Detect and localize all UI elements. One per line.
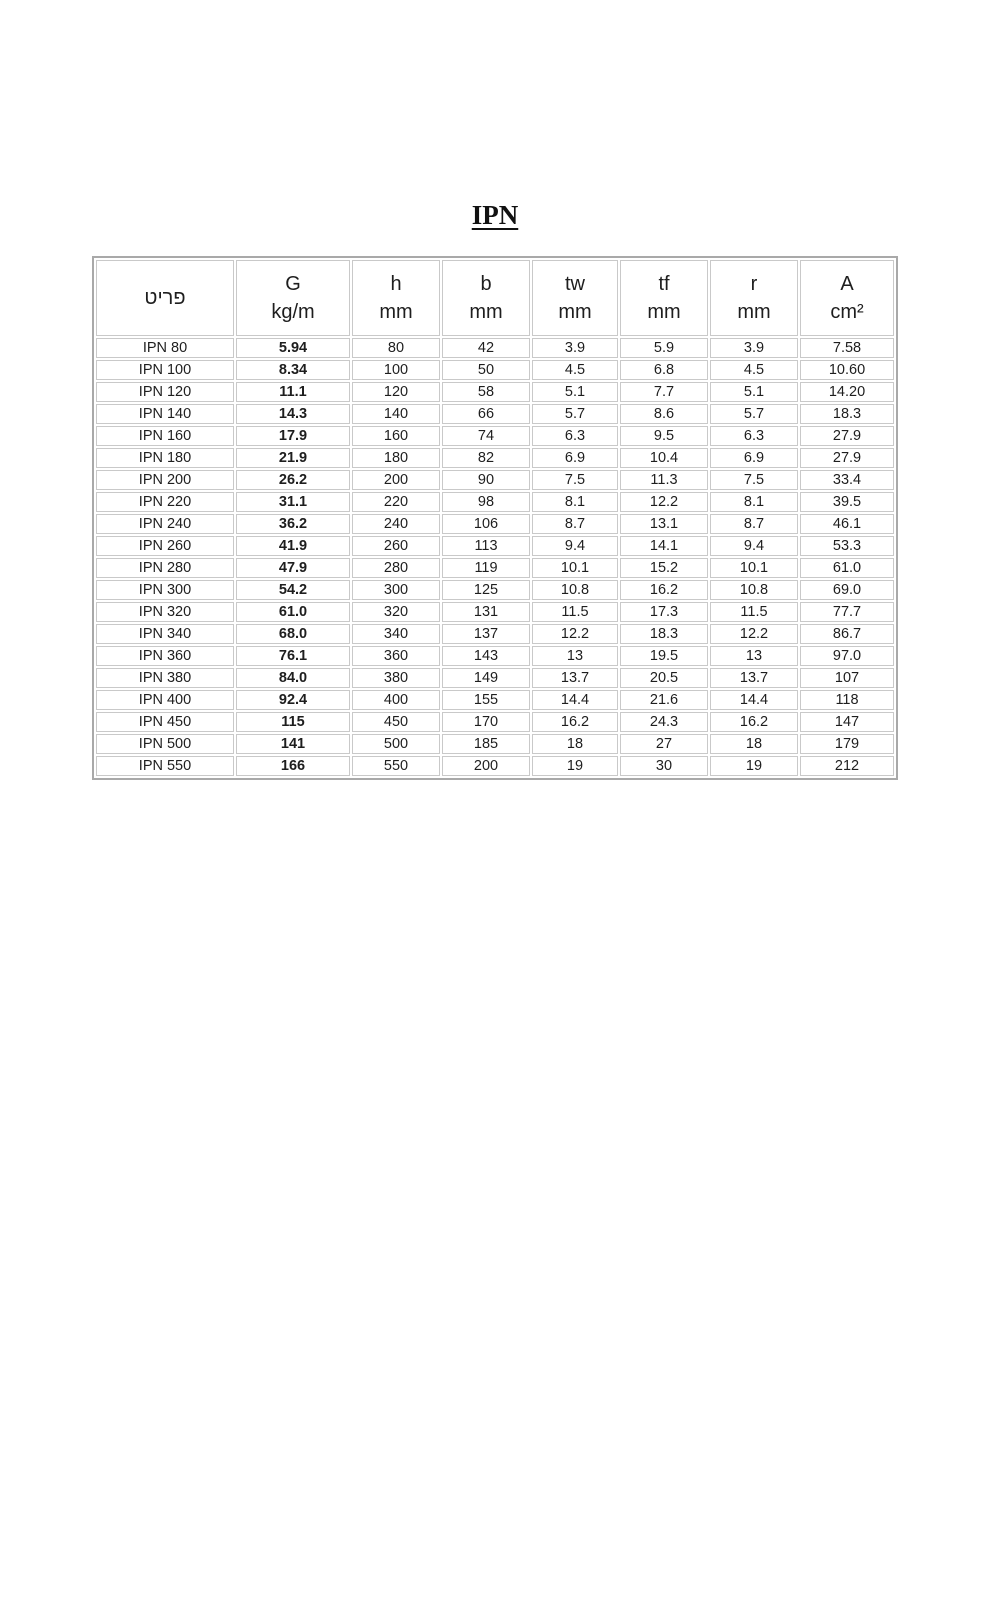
header-row xyxy=(96,260,894,336)
value-cell: 118 xyxy=(800,690,894,710)
value-cell: 61.0 xyxy=(800,558,894,578)
value-cell: 5.9 xyxy=(620,338,708,358)
value-cell: 10.60 xyxy=(800,360,894,380)
value-cell: 31.1 xyxy=(236,492,350,512)
value-cell: 19 xyxy=(532,756,618,776)
value-cell: 53.3 xyxy=(800,536,894,556)
page-title xyxy=(0,200,990,231)
table-row xyxy=(96,404,894,424)
value-cell: 69.0 xyxy=(800,580,894,600)
table-row xyxy=(96,470,894,490)
value-cell: 6.9 xyxy=(710,448,798,468)
value-cell: 41.9 xyxy=(236,536,350,556)
value-cell: 450 xyxy=(352,712,440,732)
profile-name-cell: IPN 500 xyxy=(96,734,234,754)
value-cell: 14.4 xyxy=(710,690,798,710)
value-cell: 8.1 xyxy=(532,492,618,512)
table-row xyxy=(96,712,894,732)
value-cell: 4.5 xyxy=(532,360,618,380)
value-cell: 61.0 xyxy=(236,602,350,622)
value-cell: 320 xyxy=(352,602,440,622)
column-header-g xyxy=(236,260,350,336)
value-cell: 13 xyxy=(532,646,618,666)
table-row xyxy=(96,426,894,446)
value-cell: 86.7 xyxy=(800,624,894,644)
value-cell: 107 xyxy=(800,668,894,688)
value-cell: 9.4 xyxy=(532,536,618,556)
value-cell: 4.5 xyxy=(710,360,798,380)
value-cell: 11.3 xyxy=(620,470,708,490)
table-row xyxy=(96,580,894,600)
value-cell: 12.2 xyxy=(710,624,798,644)
column-header-item xyxy=(96,260,234,336)
value-cell: 10.8 xyxy=(532,580,618,600)
profile-name-cell: IPN 450 xyxy=(96,712,234,732)
header-unit: mm xyxy=(469,301,503,323)
table-row xyxy=(96,734,894,754)
value-cell: 5.7 xyxy=(710,404,798,424)
value-cell: 185 xyxy=(442,734,530,754)
value-cell: 131 xyxy=(442,602,530,622)
value-cell: 21.9 xyxy=(236,448,350,468)
value-cell: 16.2 xyxy=(620,580,708,600)
value-cell: 141 xyxy=(236,734,350,754)
profile-name-cell: IPN 140 xyxy=(96,404,234,424)
value-cell: 13 xyxy=(710,646,798,666)
value-cell: 11.1 xyxy=(236,382,350,402)
value-cell: 82 xyxy=(442,448,530,468)
value-cell: 47.9 xyxy=(236,558,350,578)
value-cell: 8.1 xyxy=(710,492,798,512)
value-cell: 74 xyxy=(442,426,530,446)
table-row xyxy=(96,382,894,402)
value-cell: 220 xyxy=(352,492,440,512)
value-cell: 7.58 xyxy=(800,338,894,358)
value-cell: 115 xyxy=(236,712,350,732)
header-unit: mm xyxy=(647,301,681,323)
value-cell: 137 xyxy=(442,624,530,644)
value-cell: 140 xyxy=(352,404,440,424)
value-cell: 18 xyxy=(532,734,618,754)
value-cell: 27.9 xyxy=(800,448,894,468)
value-cell: 200 xyxy=(352,470,440,490)
header-symbol: h xyxy=(390,273,402,295)
value-cell: 119 xyxy=(442,558,530,578)
value-cell: 280 xyxy=(352,558,440,578)
value-cell: 143 xyxy=(442,646,530,666)
column-header-b xyxy=(442,260,530,336)
column-header-tw xyxy=(532,260,618,336)
value-cell: 106 xyxy=(442,514,530,534)
value-cell: 20.5 xyxy=(620,668,708,688)
value-cell: 160 xyxy=(352,426,440,446)
profile-name-cell: IPN 300 xyxy=(96,580,234,600)
value-cell: 10.4 xyxy=(620,448,708,468)
value-cell: 26.2 xyxy=(236,470,350,490)
table-row xyxy=(96,338,894,358)
value-cell: 340 xyxy=(352,624,440,644)
value-cell: 24.3 xyxy=(620,712,708,732)
profile-name-cell: IPN 280 xyxy=(96,558,234,578)
value-cell: 180 xyxy=(352,448,440,468)
value-cell: 58 xyxy=(442,382,530,402)
value-cell: 46.1 xyxy=(800,514,894,534)
value-cell: 11.5 xyxy=(532,602,618,622)
value-cell: 18.3 xyxy=(620,624,708,644)
profile-name-cell: IPN 380 xyxy=(96,668,234,688)
value-cell: 170 xyxy=(442,712,530,732)
value-cell: 5.7 xyxy=(532,404,618,424)
value-cell: 80 xyxy=(352,338,440,358)
value-cell: 39.5 xyxy=(800,492,894,512)
table-row xyxy=(96,514,894,534)
table-row xyxy=(96,602,894,622)
value-cell: 13.7 xyxy=(532,668,618,688)
value-cell: 100 xyxy=(352,360,440,380)
value-cell: 5.1 xyxy=(710,382,798,402)
value-cell: 200 xyxy=(442,756,530,776)
value-cell: 147 xyxy=(800,712,894,732)
profile-name-cell: IPN 80 xyxy=(96,338,234,358)
value-cell: 7.5 xyxy=(710,470,798,490)
header-symbol: b xyxy=(480,273,492,295)
value-cell: 149 xyxy=(442,668,530,688)
header-symbol: פריט xyxy=(144,287,186,309)
value-cell: 550 xyxy=(352,756,440,776)
value-cell: 76.1 xyxy=(236,646,350,666)
column-header-r xyxy=(710,260,798,336)
value-cell: 21.6 xyxy=(620,690,708,710)
value-cell: 10.1 xyxy=(710,558,798,578)
value-cell: 77.7 xyxy=(800,602,894,622)
table-row xyxy=(96,756,894,776)
profile-name-cell: IPN 260 xyxy=(96,536,234,556)
value-cell: 9.5 xyxy=(620,426,708,446)
header-unit: mm xyxy=(558,301,592,323)
value-cell: 92.4 xyxy=(236,690,350,710)
value-cell: 97.0 xyxy=(800,646,894,666)
value-cell: 380 xyxy=(352,668,440,688)
header-unit: kg/m xyxy=(271,301,315,323)
value-cell: 13.7 xyxy=(710,668,798,688)
value-cell: 15.2 xyxy=(620,558,708,578)
value-cell: 18.3 xyxy=(800,404,894,424)
header-unit: mm xyxy=(379,301,413,323)
value-cell: 14.20 xyxy=(800,382,894,402)
page-title-text: IPN xyxy=(471,200,519,230)
header-symbol: A xyxy=(840,273,854,295)
value-cell: 240 xyxy=(352,514,440,534)
value-cell: 8.7 xyxy=(710,514,798,534)
value-cell: 10.1 xyxy=(532,558,618,578)
table-row xyxy=(96,536,894,556)
value-cell: 14.1 xyxy=(620,536,708,556)
profile-name-cell: IPN 160 xyxy=(96,426,234,446)
value-cell: 3.9 xyxy=(532,338,618,358)
header-symbol: G xyxy=(285,273,301,295)
table-row xyxy=(96,492,894,512)
value-cell: 7.7 xyxy=(620,382,708,402)
value-cell: 90 xyxy=(442,470,530,490)
value-cell: 19 xyxy=(710,756,798,776)
value-cell: 12.2 xyxy=(620,492,708,512)
profile-name-cell: IPN 240 xyxy=(96,514,234,534)
table-row xyxy=(96,646,894,666)
table-row xyxy=(96,690,894,710)
table-body xyxy=(96,338,894,776)
value-cell: 9.4 xyxy=(710,536,798,556)
value-cell: 68.0 xyxy=(236,624,350,644)
value-cell: 54.2 xyxy=(236,580,350,600)
profile-name-cell: IPN 550 xyxy=(96,756,234,776)
value-cell: 500 xyxy=(352,734,440,754)
table-row xyxy=(96,668,894,688)
table-row xyxy=(96,360,894,380)
table-row xyxy=(96,558,894,578)
value-cell: 14.3 xyxy=(236,404,350,424)
value-cell: 36.2 xyxy=(236,514,350,534)
value-cell: 10.8 xyxy=(710,580,798,600)
header-symbol: tf xyxy=(658,273,670,295)
value-cell: 14.4 xyxy=(532,690,618,710)
profile-name-cell: IPN 100 xyxy=(96,360,234,380)
profile-name-cell: IPN 360 xyxy=(96,646,234,666)
column-header-tf xyxy=(620,260,708,336)
value-cell: 260 xyxy=(352,536,440,556)
value-cell: 27.9 xyxy=(800,426,894,446)
header-unit: mm xyxy=(737,301,771,323)
profile-name-cell: IPN 180 xyxy=(96,448,234,468)
value-cell: 27 xyxy=(620,734,708,754)
profile-name-cell: IPN 400 xyxy=(96,690,234,710)
value-cell: 16.2 xyxy=(710,712,798,732)
value-cell: 5.1 xyxy=(532,382,618,402)
value-cell: 8.7 xyxy=(532,514,618,534)
value-cell: 6.3 xyxy=(532,426,618,446)
value-cell: 8.34 xyxy=(236,360,350,380)
value-cell: 66 xyxy=(442,404,530,424)
value-cell: 120 xyxy=(352,382,440,402)
value-cell: 6.9 xyxy=(532,448,618,468)
profile-name-cell: IPN 320 xyxy=(96,602,234,622)
table-row xyxy=(96,624,894,644)
value-cell: 12.2 xyxy=(532,624,618,644)
header-symbol: r xyxy=(750,273,758,295)
value-cell: 84.0 xyxy=(236,668,350,688)
value-cell: 42 xyxy=(442,338,530,358)
value-cell: 300 xyxy=(352,580,440,600)
value-cell: 360 xyxy=(352,646,440,666)
value-cell: 6.3 xyxy=(710,426,798,446)
value-cell: 17.9 xyxy=(236,426,350,446)
value-cell: 11.5 xyxy=(710,602,798,622)
value-cell: 50 xyxy=(442,360,530,380)
column-header-a xyxy=(800,260,894,336)
value-cell: 13.1 xyxy=(620,514,708,534)
value-cell: 16.2 xyxy=(532,712,618,732)
column-header-h xyxy=(352,260,440,336)
value-cell: 8.6 xyxy=(620,404,708,424)
value-cell: 113 xyxy=(442,536,530,556)
profile-name-cell: IPN 120 xyxy=(96,382,234,402)
profile-name-cell: IPN 200 xyxy=(96,470,234,490)
value-cell: 18 xyxy=(710,734,798,754)
value-cell: 400 xyxy=(352,690,440,710)
value-cell: 6.8 xyxy=(620,360,708,380)
value-cell: 3.9 xyxy=(710,338,798,358)
header-symbol: tw xyxy=(565,273,585,295)
profile-name-cell: IPN 340 xyxy=(96,624,234,644)
value-cell: 98 xyxy=(442,492,530,512)
value-cell: 155 xyxy=(442,690,530,710)
value-cell: 19.5 xyxy=(620,646,708,666)
table-row xyxy=(96,448,894,468)
value-cell: 5.94 xyxy=(236,338,350,358)
value-cell: 125 xyxy=(442,580,530,600)
profile-name-cell: IPN 220 xyxy=(96,492,234,512)
value-cell: 33.4 xyxy=(800,470,894,490)
value-cell: 166 xyxy=(236,756,350,776)
header-unit: cm² xyxy=(830,301,864,323)
value-cell: 7.5 xyxy=(532,470,618,490)
value-cell: 17.3 xyxy=(620,602,708,622)
value-cell: 212 xyxy=(800,756,894,776)
value-cell: 30 xyxy=(620,756,708,776)
ipn-spec-table xyxy=(92,256,898,780)
value-cell: 179 xyxy=(800,734,894,754)
